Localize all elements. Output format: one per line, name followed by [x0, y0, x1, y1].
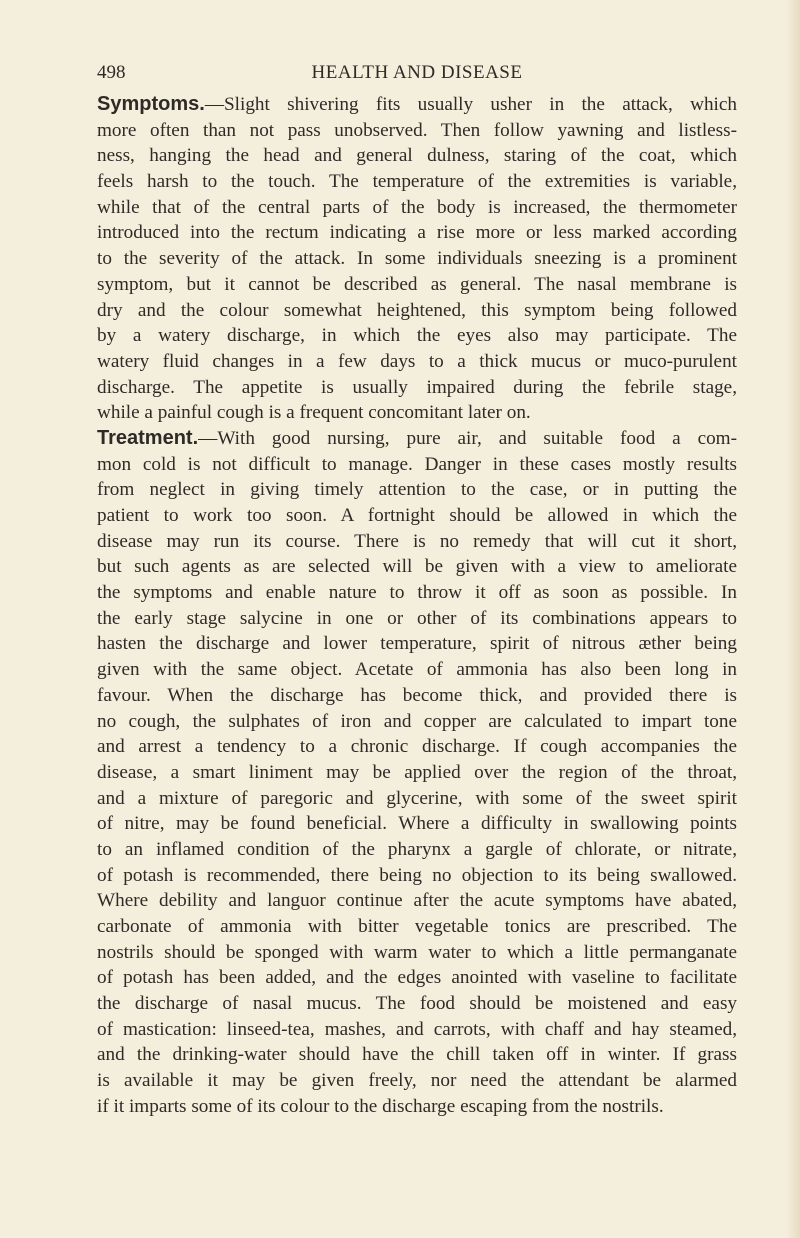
running-title: HEALTH AND DISEASE — [311, 62, 523, 83]
paragraph-treatment — [97, 426, 737, 1120]
text-line — [97, 1017, 737, 1043]
line-text: if it imparts some of its colour to the discharge escaping from the nostrils. — [97, 1095, 664, 1117]
text-line — [97, 1094, 737, 1120]
section-heading: Symptoms. — [97, 93, 205, 115]
text-line — [97, 349, 737, 375]
line-text: but such agents as are selected will be given with a view to ameliorate — [97, 556, 737, 578]
line-text: by a watery discharge, in which the eyes also may participate. The — [97, 325, 737, 347]
text-line — [97, 683, 737, 709]
page-number: 498 — [97, 62, 126, 83]
line-text: carbonate of ammonia with bitter vegetable tonics are prescribed. The — [97, 916, 737, 937]
section-heading: Treatment. — [97, 426, 199, 449]
text-line — [97, 477, 737, 503]
text-line — [97, 760, 737, 786]
text-line — [97, 734, 737, 760]
text-line — [97, 452, 737, 478]
line-text: nostrils should be sponged with warm water to which a little permanganate — [97, 941, 737, 963]
text-line — [97, 220, 737, 246]
text-line — [97, 863, 737, 889]
line-text: hasten the discharge and lower temperature, spirit of nitrous æther being — [97, 633, 737, 655]
text-line — [97, 195, 737, 221]
line-text: and the drinking-water should have the chill taken off in winter. If grass — [97, 1044, 737, 1066]
text-line — [97, 298, 737, 324]
text-line — [97, 580, 737, 606]
text-line — [97, 529, 737, 555]
line-text: symptom, but it cannot be described as general. The nasal membrane is — [97, 273, 737, 295]
line-text: while that of the central parts of the body is increased, the thermometer — [97, 196, 737, 218]
line-text: and a mixture of paregoric and glycerine, with some of the sweet spirit — [97, 787, 737, 809]
text-line — [97, 143, 737, 169]
line-text: of potash is recommended, there being no objection to its being swallowed. — [97, 864, 737, 886]
text-line — [97, 554, 737, 580]
text-line — [97, 786, 737, 812]
line-text: Where debility and languor continue after the acute symptoms have abated, — [97, 890, 737, 912]
text-line — [97, 965, 737, 991]
page-header — [97, 62, 737, 88]
line-text: is available it may be given freely, nor need the attendant be alarmed — [97, 1070, 737, 1092]
line-text: patient to work too soon. A fortnight should be allowed in which the — [97, 505, 737, 526]
text-line — [97, 426, 737, 452]
line-text: no cough, the sulphates of iron and copper are calculated to impart tone — [97, 710, 737, 732]
text-line — [97, 503, 737, 529]
line-text: to an inflamed condition of the pharynx a gargle of chlorate, or nitrate, — [97, 838, 737, 860]
line-text: while a painful cough is a frequent concomitant later on. — [97, 402, 531, 424]
line-text: mon cold is not difficult to manage. Danger in these cases mostly results — [97, 453, 737, 475]
line-text: more often than not pass unobserved. Then follow yawning and listless- — [97, 119, 737, 141]
line-text: favour. When the discharge has become thick, and provided there is — [97, 684, 737, 706]
line-text: the discharge of nasal mucus. The food should be moistened and easy — [97, 993, 737, 1015]
line-text: —Slight shivering fits usually usher in the attack, which — [204, 94, 737, 115]
line-text: disease, a smart liniment may be applied over the region of the throat, — [97, 761, 737, 783]
paragraph-symptoms — [97, 92, 737, 426]
text-line — [97, 940, 737, 966]
line-text: and arrest a tendency to a chronic discharge. If cough accompanies the — [97, 736, 737, 758]
line-text: discharge. The appetite is usually impaired during the febrile stage, — [97, 376, 737, 398]
text-line — [97, 323, 737, 349]
text-line — [97, 709, 737, 735]
line-text: introduced into the rectum indicating a rise more or less marked according — [97, 222, 737, 244]
text-line — [97, 606, 737, 632]
text-line — [97, 246, 737, 272]
text-line — [97, 811, 737, 837]
line-text: to the severity of the attack. In some individuals sneezing is a prominent — [97, 248, 737, 270]
line-text: given with the same object. Acetate of ammonia has also been long in — [97, 659, 737, 681]
text-line — [97, 631, 737, 657]
text-line — [97, 837, 737, 863]
line-text: —With good nursing, pure air, and suitable food a com- — [198, 427, 737, 449]
page-body — [97, 92, 737, 1120]
line-text: feels harsh to the touch. The temperature of the extremities is variable, — [97, 171, 737, 193]
line-text: from neglect in giving timely attention to the case, or in putting the — [97, 479, 737, 501]
line-text: of nitre, may be found beneficial. Where a difficulty in swallowing points — [97, 813, 737, 835]
line-text: the early stage salycine in one or other of its combinations appears to — [97, 607, 737, 629]
text-line — [97, 1068, 737, 1094]
text-line — [97, 118, 737, 144]
text-line — [97, 888, 737, 914]
text-line — [97, 92, 737, 118]
page-edge-shadow — [786, 0, 800, 1238]
text-line — [97, 375, 737, 401]
text-line — [97, 169, 737, 195]
line-text: disease may run its course. There is no remedy that will cut it short, — [97, 530, 737, 552]
text-line — [97, 1042, 737, 1068]
text-line — [97, 991, 737, 1017]
line-text: of mastication: linseed-tea, mashes, and carrots, with chaff and hay steamed, — [97, 1018, 737, 1040]
line-text: watery fluid changes in a few days to a thick mucus or muco-purulent — [97, 350, 737, 372]
line-text: the symptoms and enable nature to throw it off as soon as possible. In — [97, 582, 737, 604]
line-text: of potash has been added, and the edges anointed with vaseline to facilitate — [97, 967, 737, 989]
text-line — [97, 914, 737, 940]
line-text: ness, hanging the head and general dulness, staring of the coat, which — [97, 145, 737, 167]
line-text: dry and the colour somewhat heightened, this symptom being followed — [97, 299, 737, 321]
text-line — [97, 400, 737, 426]
text-line — [97, 272, 737, 298]
text-line — [97, 657, 737, 683]
